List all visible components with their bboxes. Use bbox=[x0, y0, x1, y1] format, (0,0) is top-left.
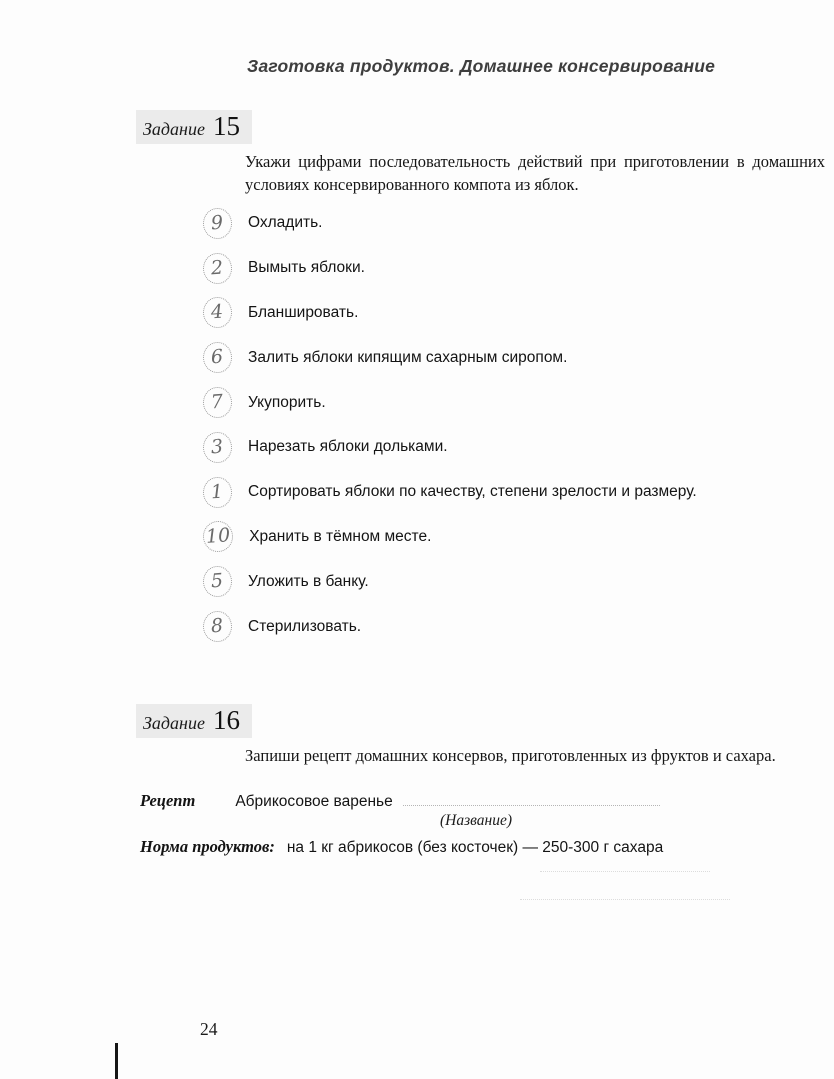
answer-circle bbox=[203, 208, 232, 239]
page-header: Заготовка продуктов. Домашнее консервирование bbox=[247, 56, 716, 76]
item-label: Уложить в банку. bbox=[248, 572, 369, 590]
item-label: Вымыть яблоки. bbox=[248, 259, 365, 277]
answer-digit: 2 bbox=[210, 256, 225, 280]
list-item bbox=[203, 515, 813, 560]
list-item bbox=[203, 291, 813, 336]
item-label: Хранить в тёмном месте. bbox=[249, 527, 432, 545]
list-item bbox=[203, 604, 813, 649]
answer-digit: 9 bbox=[210, 211, 225, 235]
task16-instruction: Запиши рецепт домашних консервов, приготовленных из фруктов и сахара. bbox=[245, 746, 776, 765]
item-label: Укупорить. bbox=[248, 393, 326, 411]
recipe-row bbox=[140, 791, 660, 811]
task15-instruction: Укажи цифрами последовательность действий при приготовлении в домашних условиях консервированного компота из яблок. bbox=[245, 152, 825, 195]
answer-digit: 7 bbox=[210, 390, 225, 414]
list-item bbox=[203, 335, 813, 380]
item-label: Сортировать яблоки по качеству, степени зрелости и размеру. bbox=[248, 483, 697, 501]
list-item bbox=[203, 470, 813, 515]
answer-digit: 4 bbox=[210, 301, 225, 324]
answer-digit: 3 bbox=[210, 435, 225, 459]
answer-circle bbox=[203, 253, 232, 284]
item-label: Нарезать яблоки дольками. bbox=[248, 438, 448, 456]
recipe-blank-line bbox=[403, 791, 660, 806]
list-item bbox=[203, 201, 813, 246]
answer-circle bbox=[203, 521, 233, 552]
answer-digit: 10 bbox=[205, 524, 231, 549]
item-label: Стерилизовать. bbox=[248, 617, 362, 635]
item-label: Залить яблоки кипящим сахарным сиропом. bbox=[248, 348, 568, 366]
list-item bbox=[203, 380, 813, 425]
page-number: 24 bbox=[200, 1019, 218, 1039]
answer-circle bbox=[203, 611, 232, 642]
answer-circle bbox=[203, 342, 232, 373]
list-item bbox=[203, 559, 813, 604]
answer-circle bbox=[203, 566, 232, 597]
answer-circle bbox=[203, 477, 232, 508]
norm-row bbox=[140, 837, 663, 857]
answer-digit: 1 bbox=[210, 480, 225, 504]
answer-circle bbox=[203, 297, 232, 328]
answer-digit: 6 bbox=[210, 345, 225, 369]
norm-answer: на 1 кг абрикосов (без косточек) — 250-300 г сахара bbox=[286, 839, 664, 856]
recipe-label: Рецепт bbox=[140, 791, 196, 810]
list-item bbox=[203, 425, 813, 470]
answer-digit: 5 bbox=[210, 569, 225, 593]
task16-label: Задание bbox=[143, 713, 205, 733]
dotted-blank-line bbox=[540, 870, 710, 872]
task15-heading bbox=[136, 110, 252, 144]
scan-artifact bbox=[115, 1043, 118, 1079]
task16-heading bbox=[136, 704, 252, 738]
answer-circle bbox=[203, 387, 232, 418]
task15-label: Задание bbox=[143, 119, 205, 139]
item-label: Охладить. bbox=[248, 214, 323, 232]
dotted-blank-line bbox=[520, 898, 730, 900]
task15-number: 15 bbox=[212, 111, 240, 141]
recipe-name-caption: (Название) bbox=[440, 812, 513, 829]
task16-number: 16 bbox=[212, 705, 240, 735]
answer-digit: 8 bbox=[210, 614, 225, 638]
norm-label: Норма продуктов: bbox=[140, 837, 275, 856]
list-item bbox=[203, 246, 813, 291]
task15-list bbox=[203, 201, 813, 649]
recipe-answer: Абрикосовое варенье bbox=[235, 793, 393, 810]
item-label: Бланшировать. bbox=[248, 303, 359, 321]
answer-circle bbox=[203, 432, 232, 463]
